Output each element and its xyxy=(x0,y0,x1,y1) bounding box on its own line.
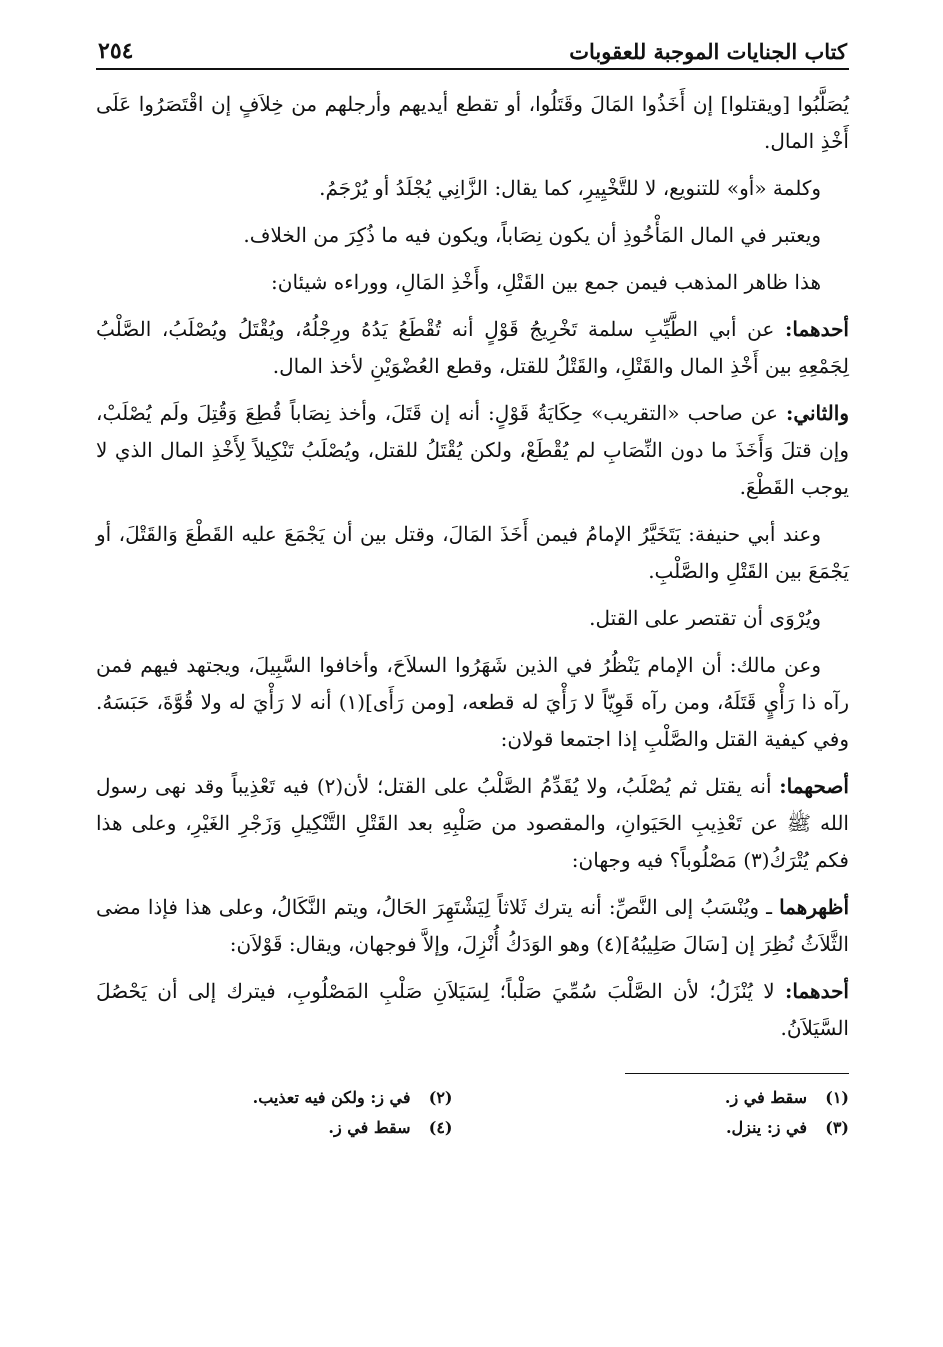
footnote-text: سقط في ز. xyxy=(328,1118,411,1137)
footnote-separator xyxy=(625,1073,849,1074)
paragraph xyxy=(96,311,849,385)
paragraph xyxy=(96,86,849,160)
paragraph-text: وكلمة «أو» للتنويع، لا للتَّخْيِيرِ، كما يقال: الزَّانِي يُجْلَدُ أو يُرْجَمُ. xyxy=(319,176,821,200)
paragraph-text: لا يُنْزَلُ؛ لأن الصَّلْبَ سُمِّيَ صَلْباً؛ لِسَيَلاَنِ صَلْبِ المَصْلُوبِ، فيترك إلى أن يَحْصُلَ السَّيَلاَنُ. xyxy=(96,979,849,1040)
paragraph xyxy=(96,516,849,590)
paragraph xyxy=(96,170,849,207)
footnote-number: (٤) xyxy=(428,1118,453,1137)
main-text xyxy=(96,86,849,1047)
paragraph-text: ويُرْوَى أن تقتصر على القتل. xyxy=(589,606,821,630)
paragraph xyxy=(96,973,849,1047)
footnote xyxy=(493,1086,850,1110)
footnote-number: (١) xyxy=(825,1088,849,1107)
footnote xyxy=(96,1086,453,1110)
paragraph-lead: أظهرهما xyxy=(779,895,849,919)
paragraph-text: ـ ويُنْسَبُ إلى النَّصِّ: أنه يترك ثَلاثاً لِيَشْتَهِرَ الحَالُ، ويتم النَّكَالُ، وعلى هذا فإذا مضى الثَّلاَثُ نُظِرَ إن [سَالَ صَلِيبُهُ](٤) وهو الوَدَكُ أُنْزِلَ، وإلاَّ فوجهان، ويقال: قَوْلاَن: xyxy=(96,895,849,956)
paragraph xyxy=(96,768,849,879)
paragraph-text: عن صاحب «التقريب» حِكَايَةُ قَوْلٍ: أنه إن قَتَلَ، وأخذ نِصَاباً قُطِعَ وَقُتِلَ ولَم يُصْلَبْ، وإن قتلَ وَأَخَذَ ما دون النِّصَابِ لم يُقْطَعْ، ولكن يُقْتَلُ للقتل، ويُصْلَبُ تَنْكِيلاً لِأَخْذِ المال الذي لا يوجب القَطْعَ. xyxy=(96,401,849,499)
page-header xyxy=(96,30,849,70)
footnote-number: (٢) xyxy=(428,1088,453,1107)
paragraph-text: هذا ظاهر المذهب فيمن جمع بين القَتْلِ، وأَخْذِ المَالِ، ووراءه شيئان: xyxy=(271,270,821,294)
paragraph-text: أنه يقتل ثم يُصْلَبُ، ولا يُقَدِّمُ الصَّلْبُ على القتل؛ لأن(٢) فيه تَعْذِيباً وقد نهى رسول الله ﷺ عن تَعْذِيبِ الحَيَوانِ، والمقصود من صَلْبِهِ بعد القَتْلِ التَّنْكِيلِ وَزَجْرِ الغَيْرِ، وعلى هذا فكم يُتْرَكُ(٣) مَصْلُوباً؟ فيه وجهان: xyxy=(96,774,849,872)
page-number: ٢٥٤ xyxy=(98,38,134,64)
paragraph-text: يُصَلَّبُوا [ويقتلوا] إن أَخَذُوا المَالَ وقَتَلُوا، أو تقطع أيديهم وأرجلهم من خِلاَفٍ إن اقْتَصَرُوا عَلَى أَخْذِ المال. xyxy=(96,92,849,153)
paragraph-text: وعن مالك: أن الإمام يَنْظُرُ في الذين شَهَرُوا السلاَحَ، وأخافوا السَّبِيلَ، ويجتهد فيهم فمن رآه ذا رَأْيٍ قَتَلَهُ، ومن رآه قَوِيّاً لا رَأْيَ له قطعه، [ومن رَأَى](١) أنه لا رَأْيَ له ولا قُوَّةَ، حَبَسَهُ. وفي كيفية القتل والصَّلْبِ إذا اجتمعا قولان: xyxy=(96,653,850,751)
paragraph-lead: أحدهما: xyxy=(784,317,849,341)
paragraph-text: ويعتبر في المال المَأْخُوذِ أن يكون نِصَاباً، ويكون فيه ما ذُكِرَ من الخلاف. xyxy=(243,223,821,247)
paragraph-lead: والثاني: xyxy=(785,401,849,425)
footnotes xyxy=(96,1086,849,1140)
paragraph xyxy=(96,264,849,301)
footnote-text: سقط في ز. xyxy=(724,1088,807,1107)
running-title: كتاب الجنايات الموجبة للعقوبات xyxy=(569,39,847,64)
footnote-number: (٣) xyxy=(825,1118,849,1137)
paragraph xyxy=(96,647,849,758)
paragraph-text: عن أبي الطَّيِّبِ سلمة تَخْرِيجُ قَوْلٍ أنه تُقْطَعُ يَدُهُ ورِجْلُهُ، ويُقْتَلُ ويُصْلَبُ، الصَّلْبُ لِجَمْعِهِ بين أَخْذِ المال والقَتْلِ، والقَتْلُ للقتل، وقطع العُضْوَيْنِ لأخذ المال. xyxy=(96,317,849,378)
footnote xyxy=(96,1116,453,1140)
footnote xyxy=(493,1116,850,1140)
paragraph-text: وعند أبي حنيفة: يَتَخَيَّرُ الإمامُ فيمن أَخَذَ المَالَ، وقتل بين أن يَجْمَعَ عليه القَطْعَ وَالقَتْلَ، أو يَجْمَعَ بين القَتْلِ والصَّلْبِ. xyxy=(96,522,849,583)
paragraph xyxy=(96,600,849,637)
paragraph xyxy=(96,889,849,963)
paragraph-lead: أحدهما: xyxy=(784,979,849,1003)
paragraph xyxy=(96,217,849,254)
footnote-text: في ز: ينزل. xyxy=(725,1118,807,1137)
paragraph-lead: أصحهما: xyxy=(779,774,849,798)
paragraph xyxy=(96,395,849,506)
footnote-text: في ز: ولكن فيه تعذيب. xyxy=(252,1088,411,1107)
